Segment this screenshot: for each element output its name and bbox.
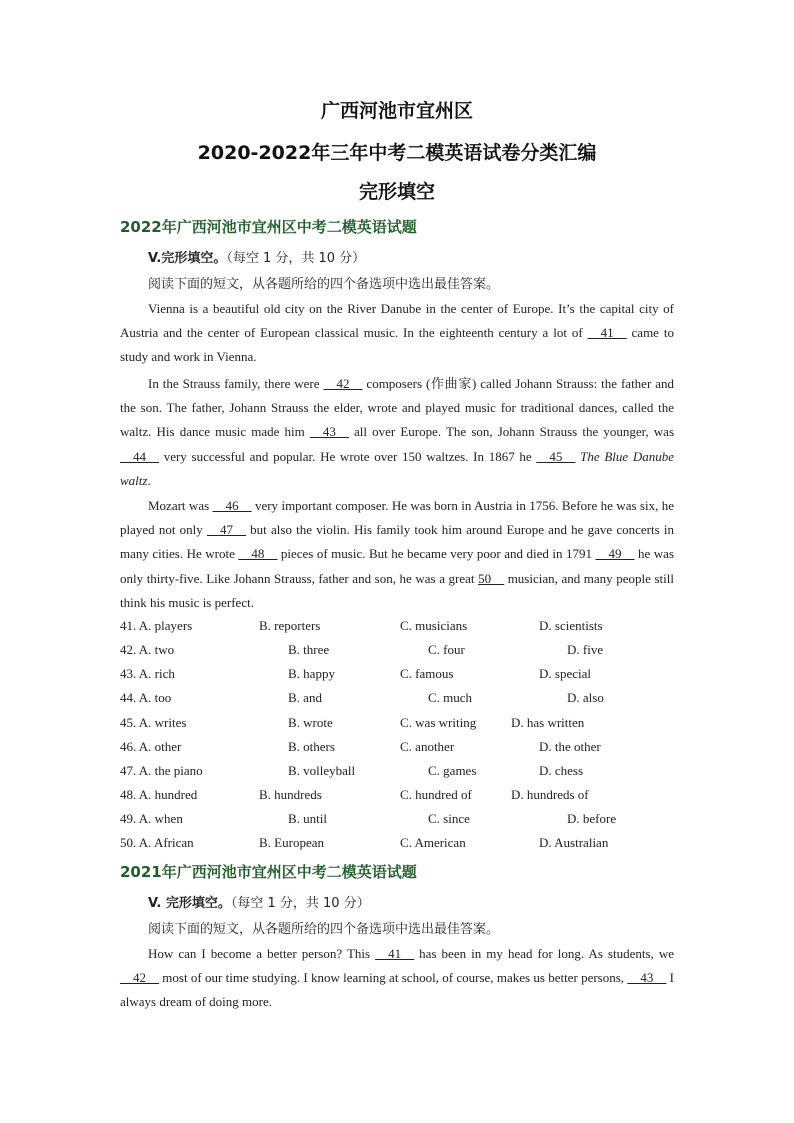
text: pieces of music. But he became very poor and died in 1791 [277, 546, 596, 562]
text: all over Europe. The son, Johann Strauss the younger, was [348, 424, 675, 440]
option-44-c: C. much [428, 690, 473, 705]
option-49-a: 49. A. when [120, 811, 183, 826]
text: In the Strauss family, there were [148, 376, 324, 391]
part-label-text: V.完形填空。 [148, 251, 227, 266]
text: very important composer. He was born in Austria in 1756. Before he was six, he played not only [120, 498, 675, 538]
part-score: （每空 1 分，共 10 分） [226, 251, 366, 266]
section-heading-2022: 2022年广西河池市宜州区中考二模英语试题 [120, 218, 417, 236]
option-43-a: 43. A. rich [120, 666, 175, 681]
option-49-c: C. since [428, 811, 470, 826]
text: has been in my head for long. As students, we [414, 946, 674, 961]
text: musician, and many people still think his music is perfect. [120, 570, 674, 610]
song-title: The Blue Danube waltz [120, 448, 675, 488]
option-48-d: D. hundreds of [511, 787, 589, 802]
option-42-a: 42. A. two [120, 642, 175, 657]
option-47-d: D. chess [539, 763, 584, 778]
blank-50: 50__ [478, 570, 505, 586]
blank-41: __41__ [375, 946, 415, 961]
option-47-b: B. volleyball [288, 763, 356, 778]
text: How can I become a better person? This [148, 946, 376, 961]
option-46-b: B. others [288, 739, 335, 754]
option-43-b: B. happy [288, 666, 335, 681]
option-42-d: D. five [567, 642, 604, 657]
option-49-d: D. before [567, 811, 617, 826]
option-41-d: D. scientists [539, 618, 603, 633]
paragraph-mozart [120, 494, 674, 615]
blank-48: __48__ [238, 546, 278, 562]
option-50-d: D. Australian [539, 835, 609, 850]
text: came to study and work in Vienna. [120, 325, 674, 365]
option-50-a: 50. A. African [120, 835, 194, 850]
doc-title-main: 2020-2022年三年中考二模英语试卷分类汇编 [197, 142, 597, 164]
text: Vienna is a beautiful old city on the River Danube in the center of Europe. It’s the capital city of Austria and the center of European classical music. In the eighteenth century a lot of [120, 301, 674, 341]
option-48-a: 48. A. hundred [120, 787, 198, 802]
option-41-a: 41. A. players [120, 618, 193, 633]
option-43-d: D. special [539, 666, 591, 681]
blank-45: __45__ [536, 448, 576, 464]
paragraph-better-person [120, 942, 674, 1015]
option-46-d: D. the other [539, 739, 601, 754]
text: Mozart was [148, 498, 213, 513]
blank-43: __43__ [627, 970, 667, 986]
option-45-b: B. wrote [288, 715, 333, 730]
paragraph-strauss [120, 372, 674, 493]
text: I always dream of doing more. [120, 970, 674, 1010]
option-45-a: 45. A. writes [120, 715, 187, 730]
instruction-2022: 阅读下面的短文，从各题所给的四个备选项中选出最佳答案。 [148, 277, 500, 292]
blank-44: __44__ [120, 448, 159, 464]
option-41-b: B. reporters [259, 618, 321, 633]
option-44-d: D. also [567, 690, 604, 705]
blank-43: __43__ [309, 424, 349, 440]
text: composers (作曲家) called Johann Strauss: the father and the son. The father, Johann Strauss the elder, wrote and played music for traditional dances, called the waltz. His dance music made him [120, 376, 674, 440]
doc-title-type: 完形填空 [358, 181, 435, 203]
option-44-b: B. and [288, 690, 322, 705]
option-48-b: B. hundreds [259, 787, 322, 802]
part-label-2022 [148, 247, 365, 266]
blank-42: __42__ [120, 970, 159, 986]
doc-title-region: 广西河池市宜州区 [320, 100, 473, 122]
option-46-c: C. another [400, 739, 455, 754]
blank-47: __47__ [206, 522, 246, 538]
text: but also the violin. His family took him around Europe and he gave concerts in many cities. He wrote [120, 522, 674, 562]
option-50-b: B. European [259, 835, 324, 850]
text: very successful and popular. He wrote over 150 waltzes. In 1867 he [159, 448, 537, 464]
option-45-c: C. was writing [400, 715, 477, 730]
option-48-c: C. hundred of [400, 787, 472, 802]
option-46-a: 46. A. other [120, 739, 182, 754]
blank-42: __42__ [323, 376, 363, 391]
option-47-c: C. games [428, 763, 477, 778]
option-47-a: 47. A. the piano [120, 763, 203, 778]
option-50-c: C. American [400, 835, 466, 850]
option-44-a: 44. A. too [120, 690, 172, 705]
part-label-2021 [148, 892, 370, 911]
option-41-c: C. musicians [400, 618, 468, 633]
blank-46: __46__ [212, 498, 252, 513]
text: most of our time studying. I know learning at school, of course, makes us better persons, [159, 970, 628, 986]
paragraph-vienna [120, 297, 674, 370]
text: . [147, 472, 151, 488]
section-heading-2021: 2021年广西河池市宜州区中考二模英语试题 [120, 863, 417, 881]
text: he was only thirty-five. Like Johann Strauss, father and son, he was a great [120, 546, 674, 586]
option-42-b: B. three [288, 642, 330, 657]
option-43-c: C. famous [400, 666, 454, 681]
option-42-c: C. four [428, 642, 465, 657]
blank-49: __49__ [595, 546, 635, 562]
blank-41: __41__ [587, 325, 627, 341]
instruction-2021: 阅读下面的短文，从各题所给的四个备选项中选出最佳答案。 [148, 922, 500, 937]
option-45-d: D. has written [511, 715, 585, 730]
part-score: （每空 1 分，共 10 分） [230, 896, 370, 911]
part-label-text: V. 完形填空。 [148, 896, 231, 911]
option-49-b: B. until [288, 811, 328, 826]
